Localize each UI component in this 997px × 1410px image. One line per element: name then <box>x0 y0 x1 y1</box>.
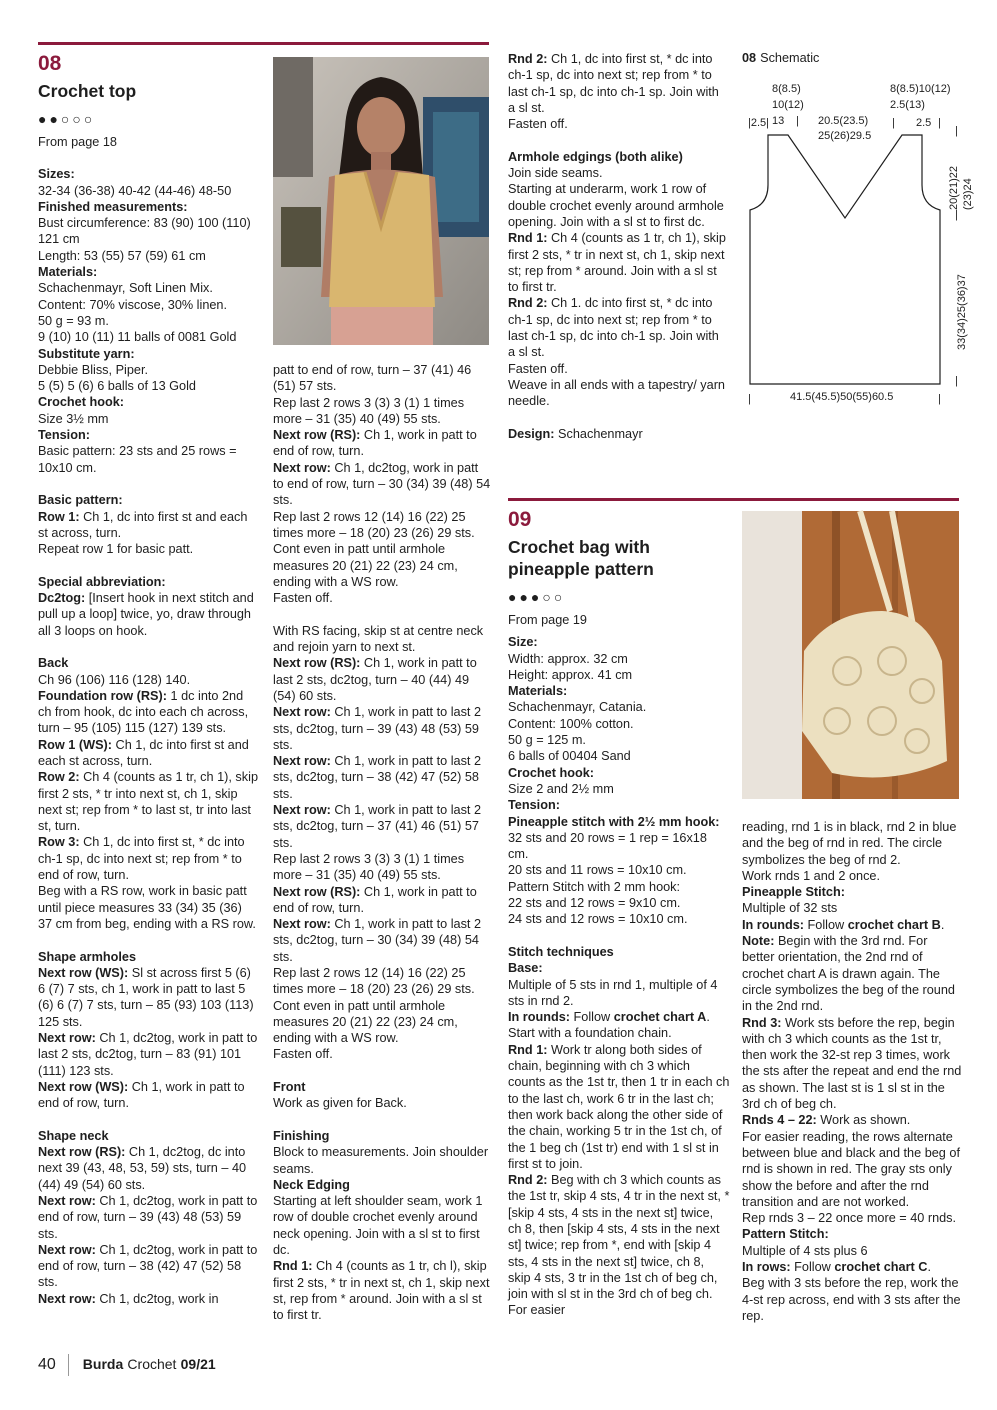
paragraph: Materials: <box>38 265 98 280</box>
paragraph: reading, rnd 1 is in black, rnd 2 in blue and the beg of rnd in red. The circle symbolizes the beg of rnd 2. <box>742 820 957 867</box>
paragraph: Starting at underarm, work 1 row of double crochet evenly around armhole opening. Join with a sl st to first dc. <box>508 182 724 229</box>
paragraph: Row 1: Ch 1, dc into first st and each st across, turn. <box>38 509 248 540</box>
paragraph: Start with a foundation chain. <box>508 1026 672 1041</box>
dim-right-edge: 2.5 <box>916 117 932 129</box>
paragraph: Cont even in patt until armhole measures 20 (21) 22 (23) 24 cm, ending with a WS row. <box>273 998 458 1046</box>
paragraph: Tension: <box>508 798 560 813</box>
dim-neck-2: 25(26)29.5 <box>818 130 872 142</box>
paragraph: Next row (RS): Ch 1, dc2tog, dc into next 39 (43, 48, 53, 59) sts, turn – 40 (44) 49 (54) 60 sts. <box>38 1145 247 1192</box>
paragraph: Row 2: Ch 4 (counts as 1 tr, ch 1), skip first 2 sts, * tr into next st, ch 1, skip next st; rep from * to last st, tr into last st, turn. <box>38 770 258 834</box>
paragraph: Substitute yarn: <box>38 346 135 361</box>
paragraph: Next row (WS): Sl st across first 5 (6) 6 (7) 7 sts, ch 1, work in patt to last 5 (6) 6 (7) 7 sts, turn – 85 (93) 103 (113) 125 sts. <box>38 965 254 1029</box>
difficulty-rating: ●●○○○ <box>38 111 96 127</box>
crochet-top-photo <box>273 57 489 345</box>
dim-top-right-1: 8(8.5)10(12) <box>890 83 951 95</box>
column-1 <box>38 52 258 1307</box>
paragraph: Row 1 (WS): Ch 1, dc into first st and each st across, turn. <box>38 737 249 768</box>
column-2 <box>273 362 491 1324</box>
paragraph: With RS facing, skip st at centre neck and rejoin yarn to next st. <box>273 623 484 655</box>
dim-bottom-width: 41.5(45.5)50(55)60.5 <box>790 391 894 403</box>
paragraph: 32-34 (36-38) 40-42 (44-46) 48-50 <box>38 183 232 198</box>
paragraph: For easier reading, the rows alternate between blue and black and the beg of rnd is shown in red. The gray sts only show the before and after the rnd transition and are not worked. <box>742 1129 960 1209</box>
paragraph: Multiple of 4 sts plus 6 <box>742 1243 868 1258</box>
paragraph: 20 sts and 11 rows = 10x10 cm. <box>508 863 687 878</box>
paragraph: Pineapple stitch with 2½ mm hook: 32 sts and 20 rows = 1 rep = 16x18 cm. <box>508 814 720 862</box>
paragraph: Dc2tog: [Insert hook in next stitch and pull up a loop] twice, yo, draw through all 3 loops on hook. <box>38 591 254 638</box>
paragraph: Crochet hook: <box>508 765 594 780</box>
page-number: 40 <box>38 1356 56 1373</box>
paragraph: Schachenmayr, Soft Linen Mix. <box>38 281 213 296</box>
paragraph: 24 sts and 12 rows = 10x10 cm. <box>508 912 688 927</box>
paragraph: Weave in all ends with a tapestry/ yarn needle. <box>508 377 725 409</box>
paragraph: patt to end of row, turn – 37 (41) 46 (51) 57 sts. <box>273 363 472 394</box>
svg-text:|: | <box>955 125 958 137</box>
paragraph: In rows: Follow crochet chart C. <box>742 1260 931 1275</box>
svg-text:08Schematic <box>742 51 820 65</box>
instructions-col1 <box>38 166 258 1307</box>
paragraph: Pattern Stitch with 2 mm hook: <box>508 879 681 894</box>
paragraph: Shape armholes <box>38 949 137 964</box>
paragraph: Repeat row 1 for basic patt. <box>38 542 194 557</box>
difficulty-rating-09: ●●●○○ <box>508 589 566 605</box>
paragraph: Stitch techniques <box>508 944 614 959</box>
paragraph: Next row: Ch 1, work in patt to last 2 sts, dc2tog, turn – 30 (34) 39 (48) 54 sts. <box>273 917 482 964</box>
svg-text:|: | <box>938 393 941 405</box>
dim-armhole-2: (23)24 <box>962 178 974 210</box>
paragraph: Note: Begin with the 3rd rnd. For better orientation, the 2nd rnd of crochet chart A is drawn again. The circle symbolizes the beg of the round in the 2nd rnd. <box>742 934 955 1014</box>
paragraph: Rnd 2: Ch 1. dc into first st, * dc into ch-1 sp, dc into next st; rep from * to last ch-1 sp, dc into ch-1 sp. Join with a sl st. <box>508 296 719 360</box>
dim-top-left-2: 10(12) <box>772 99 804 111</box>
paragraph: Rnd 3: Work sts before the rep, begin with ch 3 which counts as the 1st tr, then work the 32-st rep 3 times, work the sts after the repeat and end the rnd as shown. The last st is 1 sl st in the 3rd ch of beg ch. <box>742 1015 962 1112</box>
dim-side-length: 33(34)25(36)37 <box>956 274 968 350</box>
instructions-col3b <box>508 634 730 1318</box>
paragraph: Rnd 2: Beg with ch 3 which counts as the 1st tr, skip 4 sts, 4 tr in the next st, * [skip 4 sts, 4 sts in the next st] twice, ch 8, then [skip 4 sts, 4 sts in the next st] twice; rep from *, end with [skip 4 sts, 4 sts in the next st] twice, ch 8, skip 4 sts, 3 tr in the 1st ch of beg ch, join with sl st in the 3rd ch of beg ch. For easier <box>508 1173 730 1318</box>
paragraph: Tension: <box>38 428 90 443</box>
paragraph: Rnd 1: Work tr along both sides of chain, beginning with ch 3 which counts as the 1st tr, then 1 tr in each ch to the last ch, work 6 tr in the last ch; then work back along the other side of the chain, working 5 tr in the 1st ch, of the 1 beg ch (1st tr) end with 1 sl st in first st to join. <box>508 1042 730 1171</box>
paragraph: Front <box>273 1080 306 1095</box>
instructions-col3 <box>508 51 728 442</box>
paragraph: Foundation row (RS): 1 dc into 2nd ch from hook, dc into each ch across, turn – 95 (105) 115 (127) 139 sts. <box>38 688 249 736</box>
dim-neck-1: 20.5(23.5) <box>818 115 869 127</box>
paragraph: Next row (RS): Ch 1, work in patt to end of row, turn. <box>273 884 477 915</box>
paragraph: Fasten off. <box>508 117 568 132</box>
svg-text:|: | <box>796 115 799 127</box>
paragraph: 6 balls of 00404 Sand <box>508 749 631 764</box>
paragraph: Shape neck <box>38 1128 109 1143</box>
paragraph: Pattern Stitch: <box>742 1227 829 1242</box>
issue: 09/21 <box>180 1356 216 1372</box>
paragraph: Height: approx. 41 cm <box>508 667 633 682</box>
svg-text:|2.5|: |2.5| <box>748 117 770 129</box>
paragraph: Next row: Ch 1, work in patt to last 2 sts, dc2tog, turn – 38 (42) 47 (52) 58 sts. <box>273 754 482 801</box>
dim-top-left-1: 8(8.5) <box>772 83 801 95</box>
paragraph: Rep last 2 rows 3 (3) 3 (1) 1 times more – 31 (35) 40 (49) 55 sts. <box>273 395 465 426</box>
paragraph: Rnd 1: Ch 4 (counts as 1 tr, ch l), skip first 2 sts, * tr in next st, ch 1, skip next st, rep from * around. Join with a sl st to first tr. <box>273 1259 490 1323</box>
paragraph: Next row: Ch 1, work in patt to last 2 sts, dc2tog, turn – 39 (43) 48 (53) 59 sts. <box>273 705 482 752</box>
paragraph: Content: 70% viscose, 30% linen. <box>38 297 228 312</box>
paragraph: Beg with a RS row, work in basic patt until piece measures 33 (34) 35 (36) 37 cm from beg, ending with a RS row. <box>38 884 256 931</box>
paragraph: Work rnds 1 and 2 once. <box>742 868 880 883</box>
paragraph: Rnd 2: Ch 1, dc into first st, * dc into ch-1 sp, dc into next st; rep from * to last ch-1 sp, dc into ch-1 sp. Join with a sl st. <box>508 52 719 115</box>
paragraph: Finishing <box>273 1128 330 1143</box>
paragraph: In rounds: Follow crochet chart B. <box>742 917 945 932</box>
paragraph: Rep last 2 rows 12 (14) 16 (22) 25 times more – 18 (20) 23 (26) 29 sts. <box>273 509 475 540</box>
column-3-top <box>508 51 728 442</box>
paragraph: Next row: Ch 1, dc2tog, work in patt to end of row, turn – 39 (43) 48 (53) 59 sts. <box>38 1194 258 1241</box>
svg-text:|: | <box>748 393 751 405</box>
brand: Burda <box>82 1356 124 1372</box>
paragraph: Pineapple Stitch: <box>742 885 845 900</box>
svg-text:|: | <box>955 375 958 387</box>
from-page: From page 18 <box>38 135 117 149</box>
paragraph: Armhole edgings (both alike) <box>508 149 683 164</box>
paragraph: Special abbreviation: <box>38 574 166 589</box>
paragraph: 22 sts and 12 rows = 9x10 cm. <box>508 896 681 911</box>
crochet-bag-photo <box>742 511 959 799</box>
paragraph: Fasten off. <box>508 361 568 376</box>
paragraph: Join side seams. <box>508 166 603 181</box>
paragraph: Multiple of 5 sts in rnd 1, multiple of 4 sts in rnd 2. <box>508 977 718 1008</box>
paragraph: Next row (RS): Ch 1, work in patt to last 2 sts, dc2tog, turn – 40 (44) 49 (54) 60 sts. <box>273 656 477 703</box>
dim-top-right-2: 2.5(13) <box>890 99 925 111</box>
paragraph: Crochet hook: <box>38 395 124 410</box>
paragraph: Length: 53 (55) 57 (59) 61 cm <box>38 248 206 263</box>
paragraph: Next row (RS): Ch 1, work in patt to end of row, turn. <box>273 428 477 459</box>
paragraph: Next row (WS): Ch 1, work in patt to end of row, turn. <box>38 1079 245 1111</box>
instructions-col2 <box>273 362 491 1324</box>
paragraph: Block to measurements. Join shoulder seams. <box>273 1145 489 1176</box>
paragraph: Starting at left shoulder seam, work 1 row of double crochet evenly around neck opening. Join with a sl st to first dc. <box>273 1194 483 1258</box>
paragraph: Multiple of 32 sts <box>742 901 838 916</box>
paragraph: Sizes: <box>38 167 75 182</box>
magazine: Crochet <box>127 1356 177 1372</box>
paragraph: In rounds: Follow crochet chart A. <box>508 1010 710 1025</box>
paragraph: Debbie Bliss, Piper. <box>38 362 149 377</box>
section-08-rule <box>38 42 489 45</box>
section-number: 08 <box>38 52 62 75</box>
paragraph: Fasten off. <box>273 1047 333 1062</box>
paragraph: Work as given for Back. <box>273 1096 407 1111</box>
paragraph: Beg with 3 sts before the rep, work the 4-st rep across, end with 3 sts after the rep. <box>742 1276 961 1323</box>
paragraph: Basic pattern: <box>38 493 123 508</box>
section-title: Crochet top <box>38 81 137 101</box>
paragraph: 50 g = 125 m. <box>508 733 586 748</box>
paragraph: Rnds 4 – 22: Work as shown. <box>742 1113 911 1128</box>
paragraph: Basic pattern: 23 sts and 25 rows = 10x10 cm. <box>38 444 237 475</box>
schematic <box>742 50 972 415</box>
svg-text:|: | <box>955 209 958 221</box>
paragraph: Back <box>38 656 69 671</box>
paragraph: Rep last 2 rows 3 (3) 3 (1) 1 times more – 31 (35) 40 (49) 55 sts. <box>273 851 465 883</box>
dim-armhole-1: 20(21)22 <box>948 165 960 210</box>
section-title-09: Crochet bag with pineapple pattern <box>508 537 654 579</box>
paragraph: Width: approx. 32 cm <box>508 651 628 666</box>
paragraph: Rnd 1: Ch 4 (counts as 1 tr, ch 1), skip first 2 sts, * tr in next st, ch 1, skip next st; rep from * around. Join with a sl st to first tr. <box>508 231 726 295</box>
section-number-09: 09 <box>508 508 532 531</box>
schematic-label: Schematic <box>760 51 820 65</box>
paragraph: Materials: <box>508 684 568 699</box>
paragraph: Cont even in patt until armhole measures 20 (21) 22 (23) 24 cm, ending with a WS row. <box>273 542 458 589</box>
paragraph: Ch 96 (106) 116 (128) 140. <box>38 672 191 687</box>
paragraph: Rep last 2 rows 12 (14) 16 (22) 25 times more – 18 (20) 23 (26) 29 sts. <box>273 965 475 997</box>
svg-text:|: | <box>892 117 895 129</box>
paragraph: Base: <box>508 961 543 976</box>
paragraph: Next row: Ch 1, work in patt to last 2 sts, dc2tog, turn – 37 (41) 46 (51) 57 sts. <box>273 803 482 850</box>
dim-left-edge: 2.5 <box>750 117 767 129</box>
paragraph: 9 (10) 10 (11) 11 balls of 0081 Gold <box>38 330 237 345</box>
paragraph: Next row: Ch 1, dc2tog, work in <box>38 1291 219 1306</box>
paragraph: Rep rnds 3 – 22 once more = 40 rnds. <box>742 1211 957 1226</box>
paragraph: Next row: Ch 1, dc2tog, work in patt to end of row, turn – 30 (34) 39 (48) 54 sts. <box>273 460 491 508</box>
section-09-rule <box>508 498 959 501</box>
paragraph: Fasten off. <box>273 591 333 606</box>
paragraph: Size: <box>508 635 538 650</box>
paragraph: Design: Schachenmayr <box>508 426 643 441</box>
svg-text:|: | <box>938 117 941 129</box>
schematic-number: 08 <box>742 51 757 65</box>
paragraph: Neck Edging <box>273 1177 350 1192</box>
paragraph: Size 2 and 2½ mm <box>508 781 614 796</box>
footer <box>38 1354 216 1376</box>
dim-top-left-3: 13 <box>772 115 785 127</box>
paragraph: Schachenmayr, Catania. <box>508 700 647 715</box>
paragraph: Content: 100% cotton. <box>508 716 634 731</box>
paragraph: Bust circumference: 83 (90) 100 (110) 121 cm <box>38 216 251 247</box>
column-3-bottom <box>508 508 730 1319</box>
paragraph: Row 3: Ch 1, dc into first st, * dc into ch-1 sp, dc into next st; rep from * to end of row, turn. <box>38 835 245 883</box>
from-page-09: From page 19 <box>508 613 587 627</box>
instructions-col4 <box>742 819 962 1324</box>
paragraph: 5 (5) 5 (6) 6 balls of 13 Gold <box>38 379 196 394</box>
paragraph: Finished measurements: <box>38 199 188 214</box>
column-4 <box>742 819 962 1324</box>
paragraph: 50 g = 93 m. <box>38 313 109 328</box>
paragraph: Next row: Ch 1, dc2tog, work in patt to last 2 sts, dc2tog, turn – 83 (91) 101 (111) 123 sts. <box>38 1031 258 1078</box>
paragraph: Next row: Ch 1, dc2tog, work in patt to end of row, turn – 38 (42) 47 (52) 58 sts. <box>38 1242 258 1290</box>
paragraph: Size 3½ mm <box>38 411 109 426</box>
